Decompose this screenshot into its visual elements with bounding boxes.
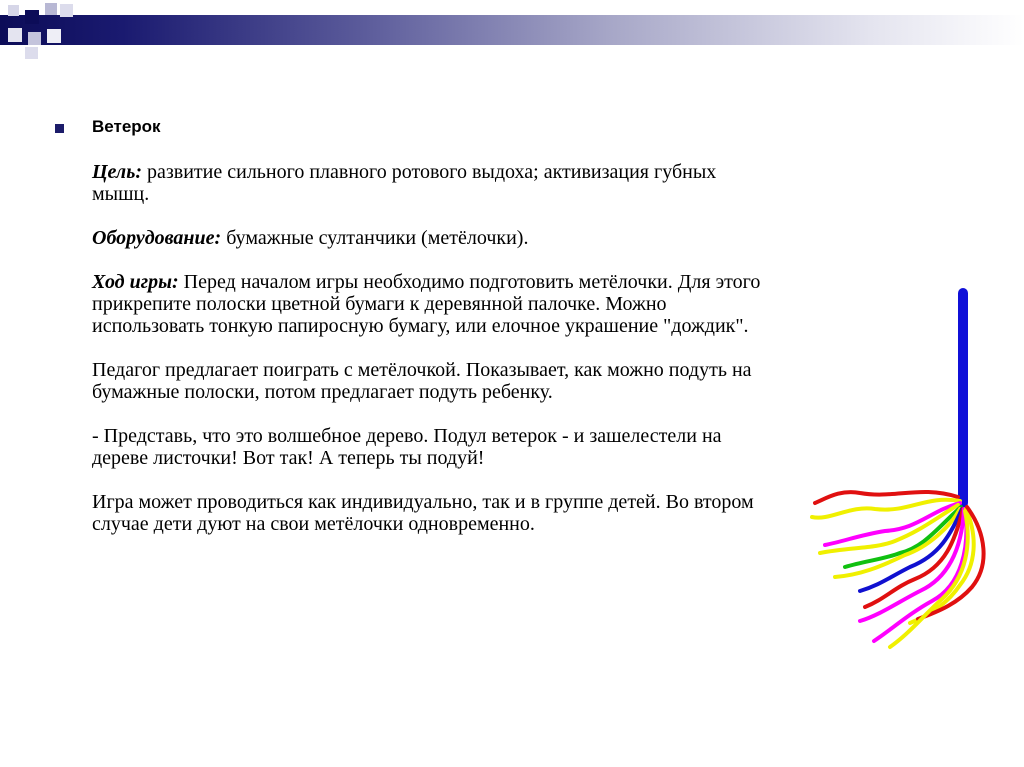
decor-square — [25, 10, 39, 24]
equipment-text: бумажные султанчики (метёлочки). — [221, 227, 529, 249]
goal-paragraph — [92, 161, 775, 205]
decor-square — [8, 28, 22, 42]
decor-square — [8, 5, 19, 16]
equipment-paragraph — [92, 227, 775, 249]
slide-text — [92, 116, 775, 535]
goal-label: Цель: — [92, 161, 142, 183]
course-label: Ход игры: — [92, 271, 179, 293]
slide-content — [55, 116, 775, 557]
broom-strip — [812, 500, 960, 518]
paper-broom-illustration — [800, 285, 1000, 665]
decor-square — [60, 4, 73, 17]
course-paragraph — [92, 271, 775, 337]
decor-square — [28, 32, 41, 45]
decor-square — [45, 3, 57, 15]
equipment-label: Оборудование: — [92, 227, 222, 249]
group-paragraph: Игра может проводиться как индивидуально, так и в группе детей. Во втором случае дети дуют на свои метёлочки одновременно. — [92, 491, 754, 535]
goal-text: развитие сильного плавного ротового выдоха; активизация губных мышц. — [92, 161, 717, 205]
imagine-paragraph: - Представь, что это волшебное дерево. Подул ветерок - и зашелестели на дереве листочки! Вот так! А теперь ты подуй! — [92, 425, 722, 469]
course-text: Перед началом игры необходимо подготовить метёлочки. Для этого прикрепите полоски цветной бумаги к деревянной палочке. Можно использовать тонкую папиросную бумагу, или елочное украшение "дождик". — [92, 271, 761, 337]
bullet-square-icon — [55, 124, 64, 133]
slide-title: Ветерок — [92, 117, 161, 136]
header-gradient-bar — [0, 15, 1024, 45]
teacher-paragraph: Педагог предлагает поиграть с метёлочкой. Показывает, как можно подуть на бумажные полоски, потом предлагает подуть ребенку. — [92, 359, 752, 403]
decor-square — [47, 29, 61, 43]
decor-square — [25, 47, 38, 59]
